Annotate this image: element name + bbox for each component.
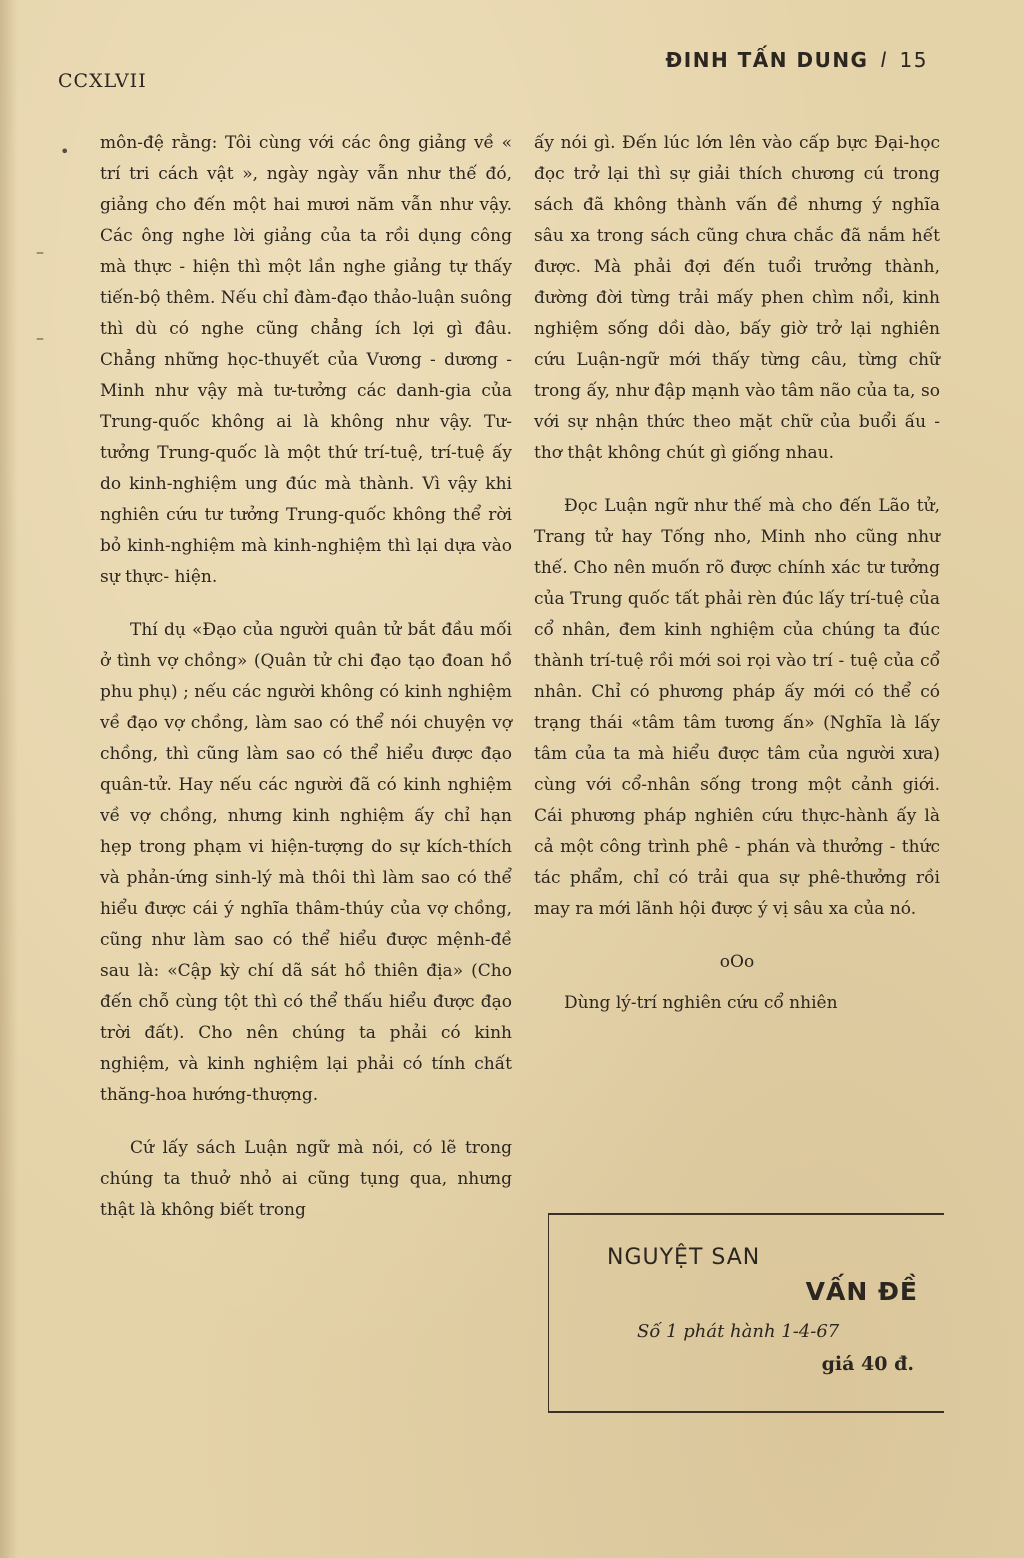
left-paragraph-3: Cứ lấy sách Luận ngữ mà nói, có lẽ trong chúng ta thuở nhỏ ai cũng tụng qua, nhưng thật là không biết trong <box>100 1138 512 1220</box>
left-column <box>100 128 512 1248</box>
page-binding-edge <box>0 0 18 1558</box>
margin-bullet-mark: • <box>60 142 70 161</box>
margin-dash-mark: – <box>36 328 44 347</box>
magazine-advertisement <box>548 1213 944 1413</box>
right-paragraph-1: ấy nói gì. Đến lúc lớn lên vào cấp bực Đại-học đọc trở lại thì sự giải thích chương cú trong sách đã không thành vấn đề nhưng ý nghĩa sâu xa trong sách cũng chưa chắc đã nắm hết được. Mà phải đợi đến tuổi trưởng thành, đường đời từng trải mấy phen chìm nổi, kinh nghiệm sống dồi dào, bấy giờ trở lại nghiên cứu Luận-ngữ mới thấy từng câu, từng chữ trong ấy, như đập mạnh vào tâm não của ta, so với sự nhận thức theo mặt chữ của buổi ấu - thơ thật không chút gì giống nhau. <box>534 133 940 463</box>
header-separator: l <box>880 48 888 72</box>
ad-publication-type: NGUYỆT SAN <box>607 1245 761 1270</box>
left-paragraph-2: Thí dụ «Đạo của người quân tử bắt đầu mối ở tình vợ chồng» (Quân tử chi đạo tạo đoan hồ phu phụ) ; nếu các người không có kinh nghiệm về đạo vợ chồng, làm sao có thể nói chuyện vợ chồng, thì cũng làm sao có thể hiểu được đạo quân-tử. Hay nếu các người đã có kinh nghiệm về vợ chồng, nhưng kinh nghiệm ấy chỉ hạn hẹp trong phạm vi hiện-tượng do sự kích-thích và phản-ứng sinh-lý mà thôi thì làm sao có thể hiểu được cái ý nghĩa thâm-thúy của vợ chồng, cũng như làm sao có thể hiểu được mệnh-đề sau là: «Cập kỳ chí dã sát hồ thiên địa» (Cho đến chỗ cùng tột thì có thể thấu hiểu được đạo trời đất). Cho nên chúng ta phải có kinh nghiệm, và kinh nghiệm lại phải có tính chất thăng-hoa hướng-thượng. <box>100 620 512 1105</box>
page-number: 15 <box>899 48 928 72</box>
ad-price: giá 40 đ. <box>821 1353 914 1375</box>
right-paragraph-2: Đọc Luận ngữ như thế mà cho đến Lão tử, Trang tử hay Tống nho, Minh nho cũng như thế. Cho nên muốn rõ được chính xác tư tưởng của Trung quốc tất phải rèn đúc lấy trí-tuệ của cổ nhân, đem kinh nghiệm của chúng ta đúc thành trí-tuệ rồi mới soi rọi vào trí - tuệ của cổ nhân. Chỉ có phương pháp ấy mới có thể có trạng thái «tâm tâm tương ấn» (Nghĩa là lấy tâm của ta mà hiểu được tâm của người xưa) cùng với cổ-nhân sống trong một cảnh giới. Cái phương pháp nghiên cứu thực-hành ấy là cả một công trình phê - phán và thưởng - thức tác phẩm, chỉ có trải qua sự phê-thưởng rồi may ra mới lãnh hội được ý vị sâu xa của nó. <box>534 496 940 919</box>
ad-issue-info: Số 1 phát hành 1-4-67 <box>637 1321 840 1342</box>
margin-dash-mark: – <box>36 242 44 261</box>
running-header <box>666 48 928 72</box>
ad-publication-name: VẤN ĐỀ <box>805 1277 918 1306</box>
next-section-line: Dùng lý-trí nghiên cứu cổ nhiên <box>564 993 838 1013</box>
right-column <box>534 128 940 1019</box>
left-paragraph-1: môn-đệ rằng: Tôi cùng với các ông giảng về « trí tri cách vật », ngày ngày vẫn như thế đó, giảng cho đến một hai mươi năm vẫn như vậy. Các ông nghe lời giảng của ta rồi dụng công mà thực - hiện thì một lần nghe giảng tự thấy tiến-bộ thêm. Nếu chỉ đàm-đạo thảo-luận suông thì dù có nghe cũng chẳng ích lợi gì đâu. Chẳng những học-thuyết của Vương - dương - Minh như vậy mà tư-tưởng các danh-gia của Trung-quốc không ai là không như vậy. Tư-tưởng Trung-quốc là một thứ trí-tuệ, trí-tuệ ấy do kinh-nghiệm ung đúc mà thành. Vì vậy khi nghiên cứu tư tưởng Trung-quốc không thể rời bỏ kinh-nghiệm mà kinh-nghiệm thì lại dựa vào sự thực- hiện. <box>100 133 512 587</box>
section-number: CCXLVII <box>58 70 147 92</box>
header-author: ĐINH TẤN DUNG <box>665 48 869 72</box>
section-divider-mark: oOo <box>719 952 755 972</box>
